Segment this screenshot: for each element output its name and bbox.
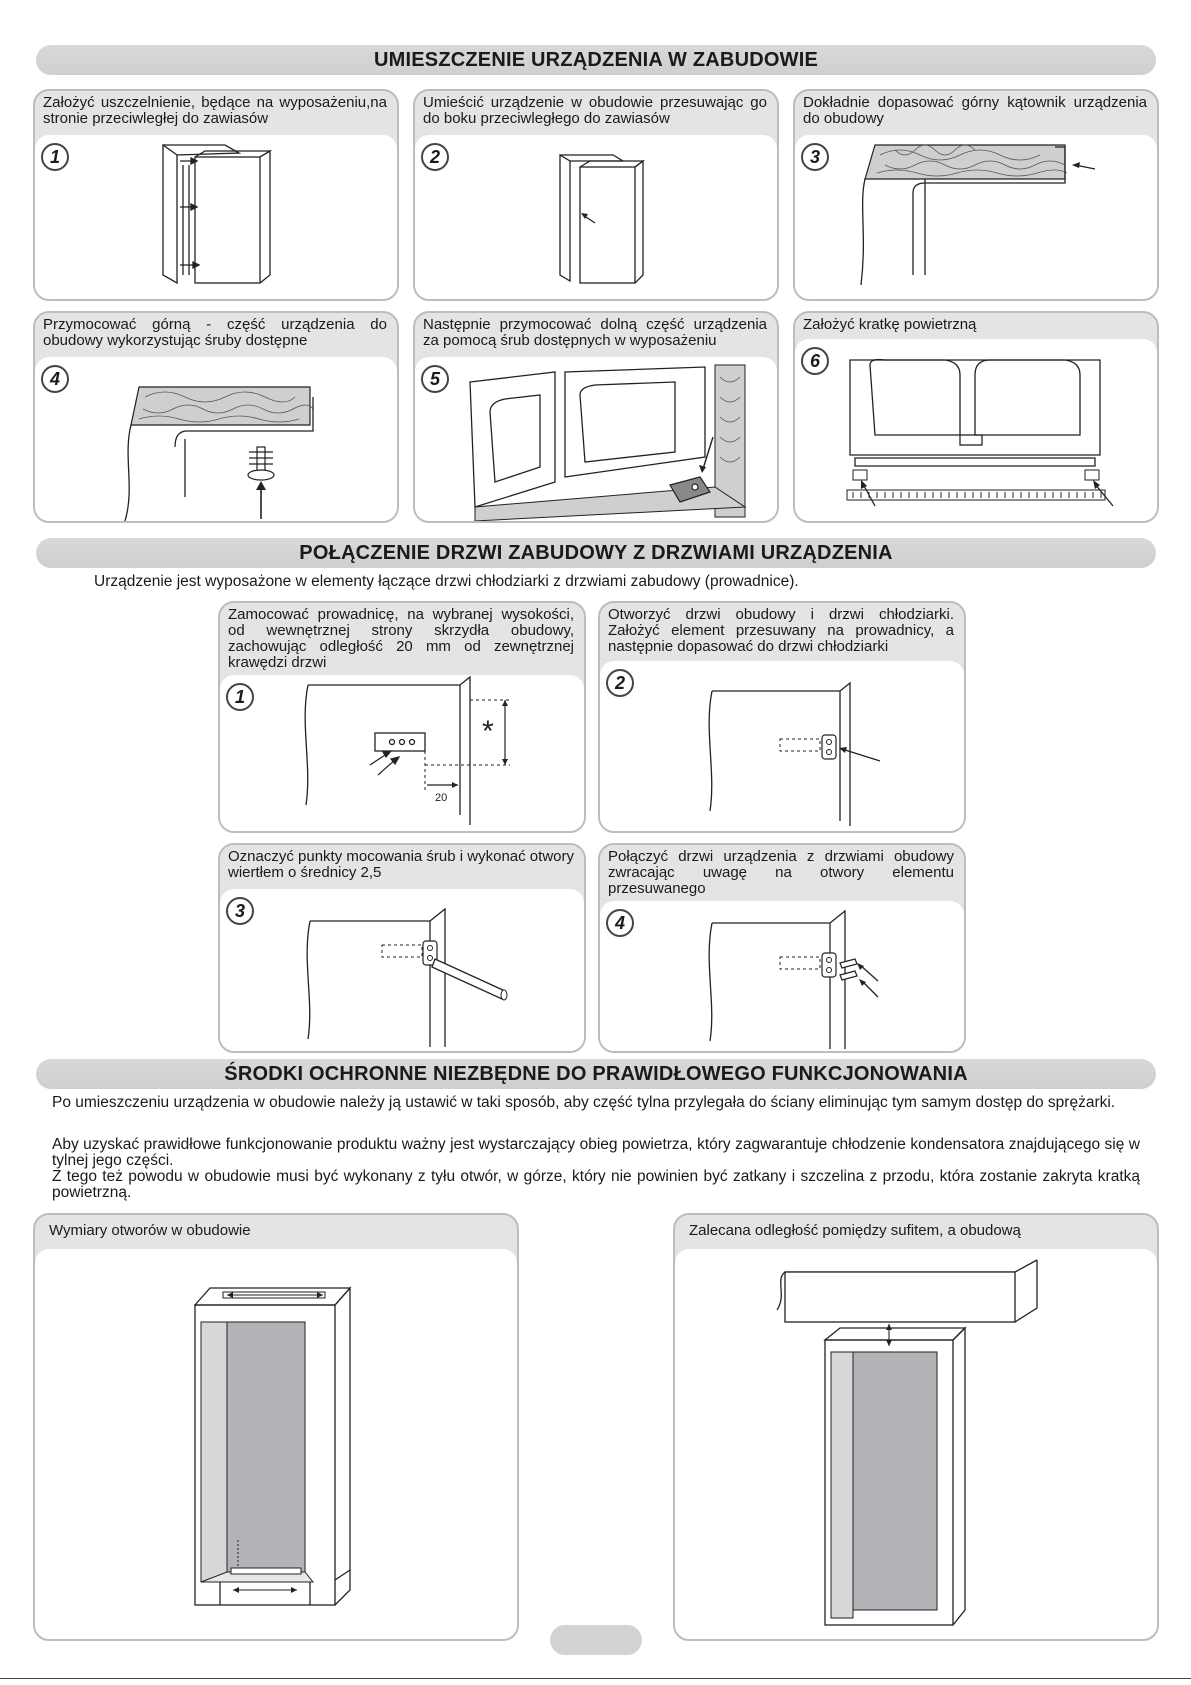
section-title-protective-measures: ŚRODKI OCHRONNE NIEZBĘDNE DO PRAWIDŁOWEGO FUNKCJONOWANIA: [36, 1059, 1156, 1089]
install-step-1-panel: [33, 89, 399, 301]
install-step-3-panel: [793, 89, 1159, 301]
door-step-2-illustration: [600, 661, 964, 831]
step-number-badge: 4: [606, 909, 634, 937]
door-step-3-text: Oznaczyć punkty mocowania śrub i wykonać otwory wiertłem o średnicy 2,5: [228, 848, 574, 881]
bottom-screw-drawing: [415, 357, 777, 521]
protection-paragraph-1: Po umieszczeniu urządzenia w obudowie należy ją ustawić w taki sposób, aby część tylna przylegała do ściany eliminując tym samym dostęp do sprężarki.: [52, 1094, 1116, 1111]
ceiling-distance-drawing: [675, 1249, 1157, 1639]
step-number-badge: 2: [421, 143, 449, 171]
install-step-1-text: Założyć uszczelnienie, będące na wyposażeniu,na stronie przeciwległej do zawiasów: [43, 94, 387, 127]
drilling-drawing: [220, 889, 584, 1051]
door-connection-intro: Urządzenie jest wyposażone w elementy łączące drzwi chłodziarki z drzwiami zabudowy (prowadnice).: [94, 573, 799, 590]
distance-label: 20: [435, 792, 448, 804]
step-number-badge: 4: [41, 365, 69, 393]
cabinet-openings-drawing: [35, 1249, 517, 1639]
install-step-6-panel: [793, 311, 1159, 523]
ceiling-clearance-illustration: [675, 1249, 1157, 1639]
install-step-4-text: Przymocować górną - część urządzenia do obudowy wykorzystując śruby dostępne: [43, 316, 387, 349]
housing-dimensions-illustration: [35, 1249, 517, 1639]
ceiling-clearance-title: Zalecana odległość pomiędzy sufitem, a obudową: [689, 1222, 1021, 1239]
install-step-5-panel: [413, 311, 779, 523]
install-step-3-text: Dokładnie dopasować górny kątownik urządzenia do obudowy: [803, 94, 1147, 127]
door-step-2-text: Otworzyć drzwi obudowy i drzwi chłodziarki. Założyć element przesuwany na prowadnicy, a następnie dopasować do drzwi chłodziarki: [608, 606, 954, 655]
door-guide-mount-drawing: [220, 675, 584, 831]
door-step-3-panel: [218, 843, 586, 1053]
star-mark: *: [482, 715, 494, 748]
install-step-3-illustration: [795, 135, 1157, 299]
step-number-badge: 2: [606, 669, 634, 697]
top-bracket-drawing: [795, 135, 1157, 299]
door-step-4-illustration: [600, 901, 964, 1051]
step-number-badge: 6: [801, 347, 829, 375]
top-screw-drawing: [35, 357, 397, 521]
install-step-4-illustration: [35, 357, 397, 521]
door-step-4-panel: [598, 843, 966, 1053]
fridge-seal-drawing: [35, 135, 397, 299]
housing-dimensions-title: Wymiary otworów w obudowie: [49, 1222, 251, 1239]
step-number-badge: 5: [421, 365, 449, 393]
step-number-badge: 1: [41, 143, 69, 171]
install-step-2-panel: [413, 89, 779, 301]
install-step-2-illustration: [415, 135, 777, 299]
install-step-5-illustration: [415, 357, 777, 521]
air-grille-drawing: [795, 339, 1157, 521]
protection-paragraph-2: Aby uzyskać prawidłowe funkcjonowanie produktu ważny jest wystarczający obieg powietrza, który zagwarantuje chłodzenie kondensatora znajdującego się w tylnej jego części.: [52, 1136, 1140, 1169]
page-number-pill: [550, 1625, 642, 1655]
door-step-3-illustration: [220, 889, 584, 1051]
install-step-4-panel: [33, 311, 399, 523]
door-step-1-panel: [218, 601, 586, 833]
install-step-6-illustration: [795, 339, 1157, 521]
slide-element-drawing: [600, 661, 964, 831]
door-step-1-text: Zamocować prowadnicę, na wybranej wysokości, od wewnętrznej strony skrzydła obudowy, zachowując odległość 20 mm od zewnętrznej krawędzi drzwi: [228, 606, 574, 671]
ceiling-clearance-panel: [673, 1213, 1159, 1641]
fridge-slide-drawing: [415, 135, 777, 299]
install-step-6-text: Założyć kratkę powietrzną: [803, 316, 977, 333]
door-step-4-text: Połączyć drzwi urządzenia z drzwiami obudowy zwracając uwagę na otwory elementu przesuwanego: [608, 848, 954, 897]
protection-paragraph-3: Z tego też powodu w obudowie musi być wykonany z tyłu otwór, w górze, który nie powinien być zatkany i szczelina z przodu, która zostanie zakryta kratką powietrzną.: [52, 1168, 1140, 1201]
install-step-1-illustration: [35, 135, 397, 299]
footer-rule: [0, 1678, 1191, 1679]
step-number-badge: 3: [801, 143, 829, 171]
install-step-5-text: Następnie przymocować dolną część urządzenia za pomocą śrub dostępnych w wyposażeniu: [423, 316, 767, 349]
housing-dimensions-panel: [33, 1213, 519, 1641]
door-joining-drawing: [600, 901, 964, 1051]
step-number-badge: 1: [226, 683, 254, 711]
install-step-2-text: Umieścić urządzenie w obudowie przesuwając go do boku przeciwległego do zawiasów: [423, 94, 767, 127]
door-step-1-illustration: [220, 675, 584, 831]
section-title-installation: UMIESZCZENIE URZĄDZENIA W ZABUDOWIE: [36, 45, 1156, 75]
section-title-door-connection: POŁĄCZENIE DRZWI ZABUDOWY Z DRZWIAMI URZĄDZENIA: [36, 538, 1156, 568]
step-number-badge: 3: [226, 897, 254, 925]
door-step-2-panel: [598, 601, 966, 833]
